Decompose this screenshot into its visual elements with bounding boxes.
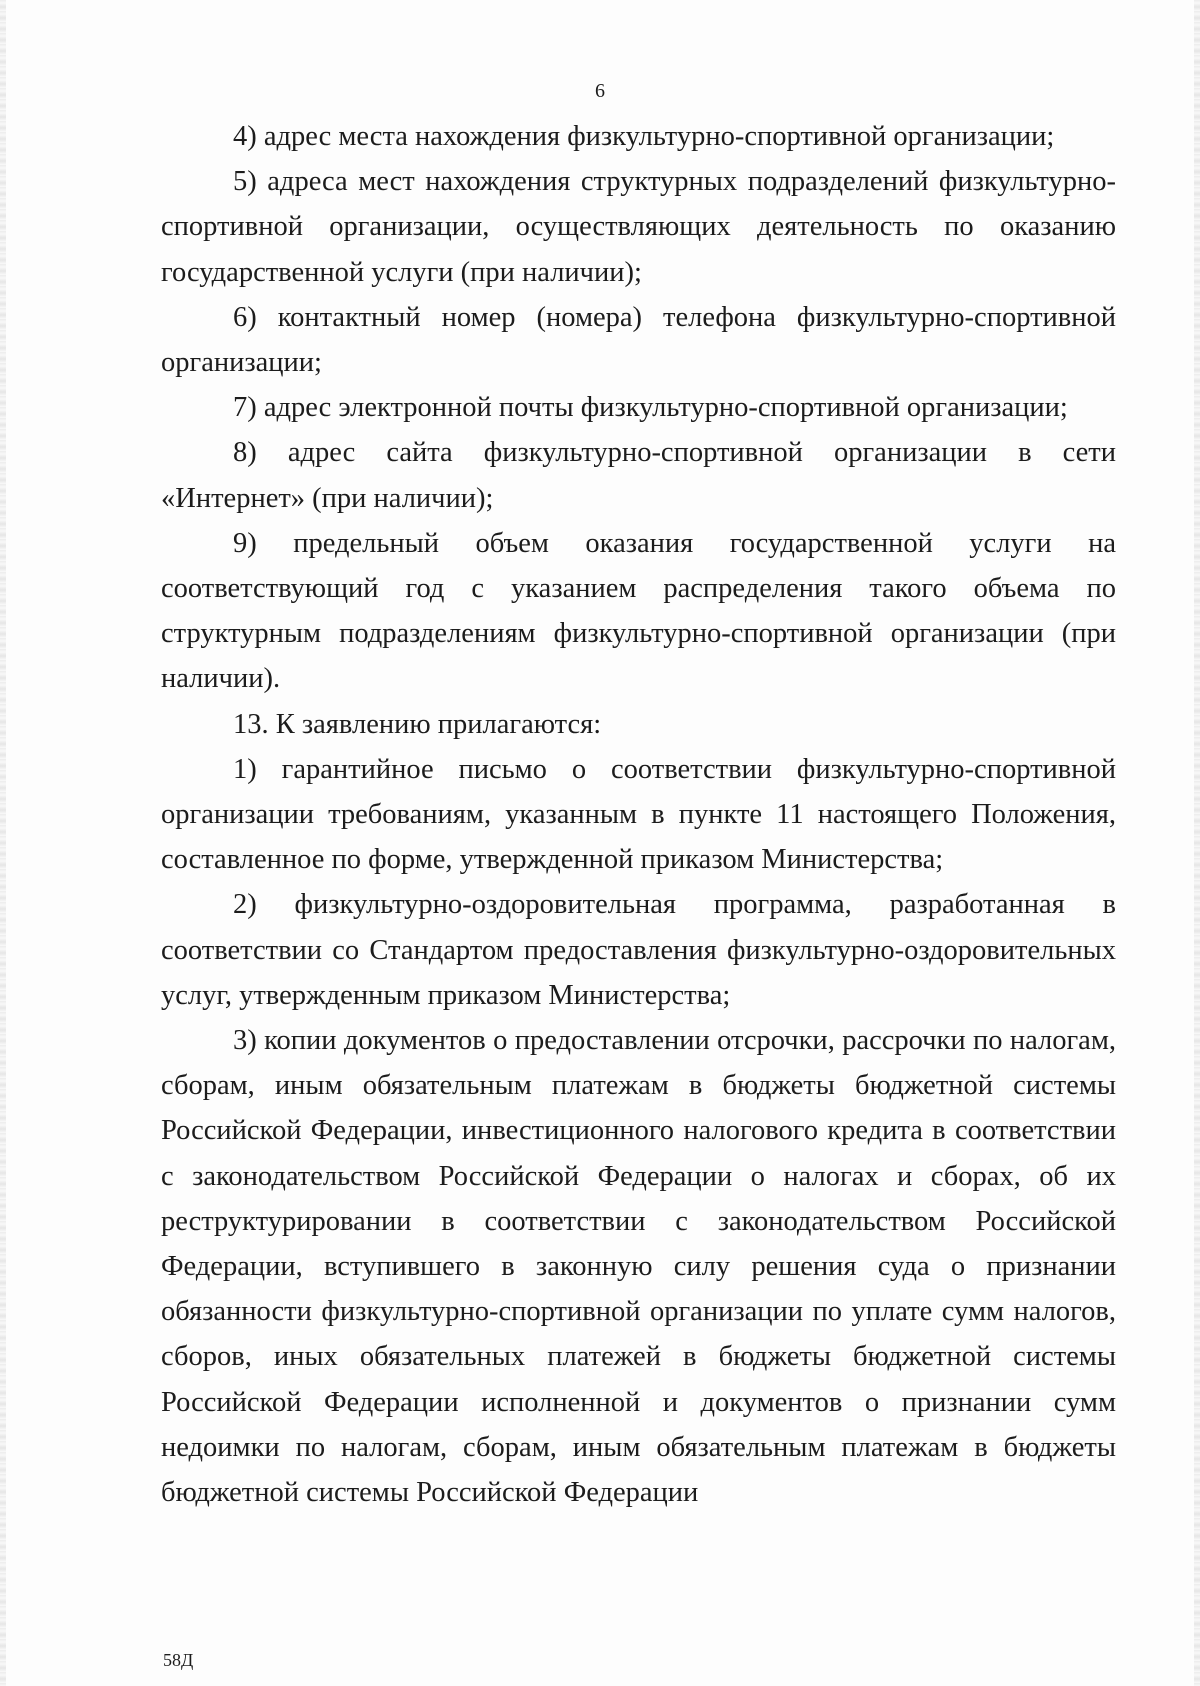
attachment-item-3: 3) копии документов о предоставлении отсрочки, рассрочки по налогам, сборам, иным обязательным платежам в бюджеты бюджетной системы Российской Федерации, инвестиционного налогового кредита в соответствии с законодательством Российской Федерации о налогах и сборах, об их реструктурировании в соответствии с законодательством Российской Федерации, вступившего в законную силу решения суда о признании обязанности физкультурно-спортивной организации по уплате сумм налогов, сборов, иных обязательных платежей в бюджеты бюджетной системы Российской Федерации исполненной и документов о признании сумм недоимки по налогам, сборам, иным обязательным платежам в бюджеты бюджетной системы Российской Федерации: [161, 1025, 1116, 1509]
paragraph-item-8: 8) адрес сайта физкультурно-спортивной организации в сети «Интернет» (при наличии);: [161, 437, 1116, 514]
paragraph-item-6: 6) контактный номер (номера) телефона физкультурно-спортивной организации;: [161, 301, 1116, 379]
paragraph-item-9: 9) предельный объем оказания государственной услуги на соответствующий год с указанием распределения такого объема по структурным подразделениям физкультурно-спортивной организации (при наличии).: [161, 527, 1116, 695]
document-body: [161, 114, 1116, 1515]
paragraph-item-7: 7) адрес электронной почты физкультурно-спортивной организации;: [233, 392, 1068, 424]
scan-edge-right: [1194, 0, 1200, 1686]
paragraph-item-5: 5) адреса мест нахождения структурных подразделений физкультурно-спортивной организации, осуществляющих деятельность по оказанию государственной услуги (при наличии);: [161, 166, 1116, 288]
section-13-heading: 13. К заявлению прилагаются:: [233, 708, 602, 740]
attachment-item-2: 2) физкультурно-оздоровительная программа, разработанная в соответствии со Стандартом предоставления физкультурно-оздоровительных услуг, утвержденным приказом Министерства;: [161, 889, 1116, 1011]
page-number: 6: [595, 80, 605, 102]
attachment-item-1: 1) гарантийное письмо о соответствии физкультурно-спортивной организации требованиям, указанным в пункте 11 настоящего Положения, составленное по форме, утвержденной приказом Министерства;: [161, 753, 1116, 876]
paragraph-item-4: 4) адрес места нахождения физкультурно-спортивной организации;: [233, 121, 1055, 152]
footer-code: 58Д: [163, 1650, 194, 1670]
scan-edge-left: [0, 0, 6, 1686]
